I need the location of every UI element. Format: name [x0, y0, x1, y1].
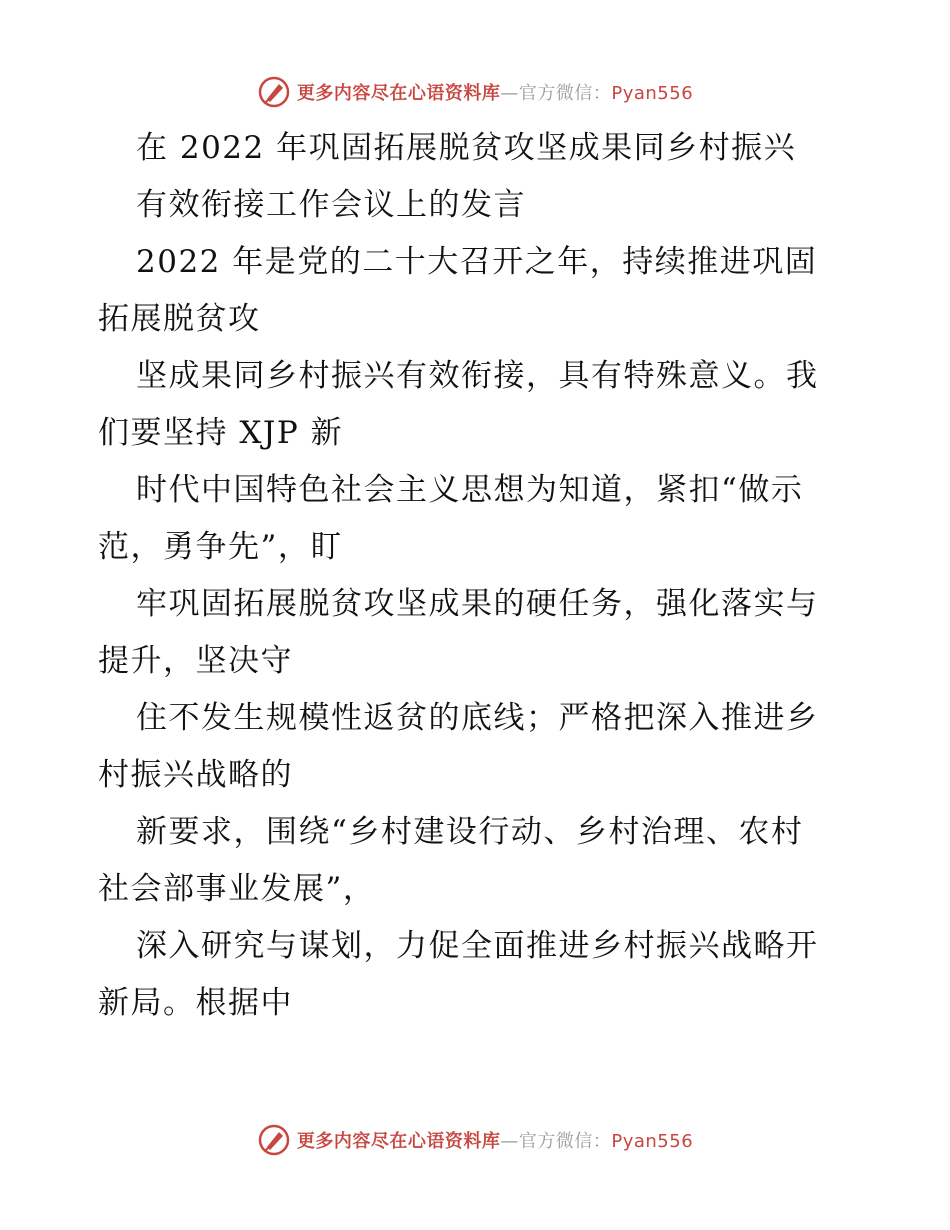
banner-wechat-label: —官方微信：: [500, 83, 612, 104]
banner-text: [297, 1127, 693, 1153]
paragraph-line: 牢巩固拓展脱贫攻坚成果的硬任务，强化落实与: [136, 586, 819, 622]
paragraph-line: 们要坚持 XJP 新: [98, 415, 344, 451]
header-banner: [0, 72, 950, 112]
paragraph-line: 时代中国特色社会主义思想为知道，紧扣“做示: [136, 472, 804, 508]
title-line-2: 有效衔接工作会议上的发言: [136, 187, 526, 223]
pen-nib-logo-icon: [257, 1123, 291, 1157]
paragraph-line: 村振兴战略的: [98, 757, 293, 793]
paragraph-line: 拓展脱贫攻: [98, 301, 261, 337]
paragraph-line: 坚成果同乡村振兴有效衔接，具有特殊意义。我: [136, 358, 819, 394]
paragraph-line: 范，勇争先”，盯: [98, 529, 343, 565]
paragraph-line: 新要求，围绕“乡村建设行动、乡村治理、农村: [136, 814, 804, 850]
paragraph-line: 新局。根据中: [98, 985, 293, 1021]
banner-wechat-id: Pyan556: [611, 83, 694, 104]
paragraph-line: 社会部事业发展”，: [98, 871, 376, 907]
banner-site-name: 更多内容尽在心语资料库: [296, 1131, 501, 1152]
pen-nib-logo-icon: [257, 75, 291, 109]
title-line-1: 在 2022 年巩固拓展脱贫攻坚成果同乡村振兴: [136, 130, 797, 166]
paragraph-line: 深入研究与谋划，力促全面推进乡村振兴战略开: [136, 928, 819, 964]
paragraph-line: 提升，坚决守: [98, 643, 293, 679]
banner-text: [297, 79, 693, 105]
banner-wechat-label: —官方微信：: [500, 1131, 612, 1152]
paragraph-line: 住不发生规模性返贫的底线；严格把深入推进乡: [136, 700, 819, 736]
banner-site-name: 更多内容尽在心语资料库: [296, 83, 501, 104]
document-body: [98, 124, 858, 1036]
footer-banner: [0, 1120, 950, 1160]
paragraph-line: 2022 年是党的二十大召开之年，持续推进巩固: [136, 244, 818, 280]
banner-wechat-id: Pyan556: [611, 1131, 694, 1152]
